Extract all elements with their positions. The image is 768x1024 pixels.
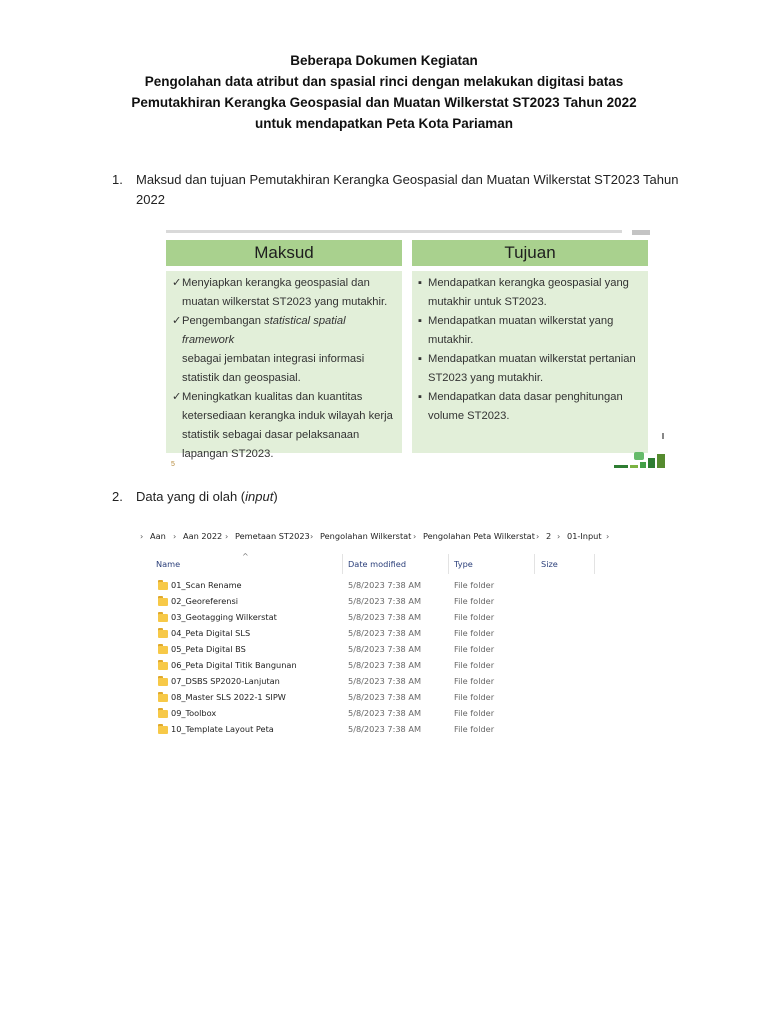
maksud-column: [166, 240, 402, 460]
file-type: File folder: [454, 580, 495, 590]
breadcrumb-item[interactable]: Pemetaan ST2023: [235, 531, 310, 541]
breadcrumb-separator: ›: [413, 531, 417, 541]
breadcrumb-separator: ›: [140, 531, 144, 541]
item-text: Mendapatkan muatan wilkerstat yang: [428, 315, 614, 327]
file-date: 5/8/2023 7:38 AM: [348, 692, 422, 702]
column-name[interactable]: Name: [156, 559, 181, 569]
title-line-2: Pengolahan data atribut dan spasial rinci dengan melakukan digitasi batas: [144, 74, 624, 89]
file-type: File folder: [454, 724, 495, 734]
file-name: 02_Georeferensi: [171, 596, 238, 606]
item-text: mutakhir.: [428, 334, 474, 346]
file-date: 5/8/2023 7:38 AM: [348, 580, 422, 590]
bullet-icon: ▪: [418, 391, 422, 403]
maksud-body: [166, 271, 402, 460]
folder-icon: [158, 660, 168, 670]
list-item-1: [112, 170, 679, 210]
item-text: Mendapatkan data dasar penghitungan: [428, 391, 623, 403]
file-date: 5/8/2023 7:38 AM: [348, 724, 422, 734]
item-text: Mendapatkan muatan wilkerstat pertanian: [428, 353, 636, 365]
file-type: File folder: [454, 596, 495, 606]
list-item: [418, 388, 642, 426]
file-type: File folder: [454, 708, 495, 718]
item-text: mutakhir untuk ST2023.: [428, 296, 547, 308]
item-text: volume ST2023.: [428, 410, 510, 422]
breadcrumb-separator: ›: [225, 531, 229, 541]
folder-icon: [158, 676, 168, 686]
check-icon: ✓: [172, 391, 182, 403]
file-date: 5/8/2023 7:38 AM: [348, 628, 422, 638]
table-row[interactable]: [154, 642, 634, 658]
list-item: [418, 274, 642, 312]
tujuan-body: [412, 271, 648, 453]
file-name: 09_Toolbox: [171, 708, 217, 718]
list-item: [172, 312, 396, 388]
title-line-3: Pemutakhiran Kerangka Geospasial dan Muatan Wilkerstat ST2023 Tahun 2022: [131, 95, 637, 110]
file-name: 06_Peta Digital Titik Bangunan: [171, 660, 297, 670]
table-row[interactable]: [154, 722, 634, 738]
breadcrumb-separator: ›: [606, 531, 610, 541]
slide-number: 5: [171, 461, 175, 468]
bullet-icon: ▪: [418, 353, 422, 365]
sort-caret-icon: ^: [242, 552, 249, 561]
folder-icon: [158, 580, 168, 590]
breadcrumb-separator: ›: [310, 531, 314, 541]
folder-icon: [158, 612, 168, 622]
file-date: 5/8/2023 7:38 AM: [348, 644, 422, 654]
column-header: [154, 552, 634, 578]
folder-icon: [158, 708, 168, 718]
bullet-icon: ▪: [418, 315, 422, 327]
file-date: 5/8/2023 7:38 AM: [348, 676, 422, 686]
table-row[interactable]: [154, 578, 634, 594]
file-name: 04_Peta Digital SLS: [171, 628, 251, 638]
breadcrumb-item[interactable]: Aan 2022: [183, 531, 223, 541]
breadcrumb: [138, 528, 638, 544]
file-name: 10_Template Layout Peta: [171, 724, 274, 734]
list-text-line-1: Maksud dan tujuan Pemutakhiran Kerangka Geospasial dan Muatan Wilkerstat ST2023 Tahun: [136, 172, 679, 187]
slide-edge-mark: [662, 433, 664, 439]
item-text: muatan wilkerstat ST2023 yang mutakhir.: [182, 296, 388, 308]
list-item: [418, 312, 642, 350]
table-row[interactable]: [154, 706, 634, 722]
breadcrumb-item[interactable]: 01-Input: [567, 531, 602, 541]
item-text: [182, 312, 396, 350]
item-text: ketersediaan kerangka induk wilayah kerja: [182, 410, 393, 422]
file-date: 5/8/2023 7:38 AM: [348, 612, 422, 622]
tujuan-column: [412, 240, 648, 453]
table-row[interactable]: [154, 610, 634, 626]
file-name: 03_Geotagging Wilkerstat: [171, 612, 277, 622]
slide-top-rule: [166, 230, 622, 233]
file-name: 05_Peta Digital BS: [171, 644, 246, 654]
title-line-4: untuk mendapatkan Peta Kota Pariaman: [254, 116, 514, 131]
column-divider[interactable]: [534, 554, 535, 574]
item-text-part: Pengembangan: [182, 315, 265, 327]
file-type: File folder: [454, 660, 495, 670]
column-date-modified[interactable]: Date modified: [348, 559, 407, 569]
tujuan-heading: Tujuan: [412, 240, 648, 266]
item-text: statistik sebagai dasar pelaksanaan: [182, 429, 360, 441]
column-type[interactable]: Type: [454, 559, 473, 569]
folder-icon: [158, 644, 168, 654]
list-text-part: Data yang di olah (: [136, 489, 246, 504]
folder-icon: [158, 596, 168, 606]
list-item: [418, 350, 642, 388]
file-date: 5/8/2023 7:38 AM: [348, 660, 422, 670]
breadcrumb-item[interactable]: Pengolahan Peta Wilkerstat: [423, 531, 535, 541]
maksud-tujuan-slide: [166, 230, 666, 470]
list-text: [136, 487, 278, 507]
column-size[interactable]: Size: [541, 559, 558, 569]
file-name: 08_Master SLS 2022-1 SIPW: [171, 692, 286, 702]
breadcrumb-separator: ›: [557, 531, 561, 541]
folder-icon: [158, 724, 168, 734]
item-text: sebagai jembatan integrasi informasi: [182, 353, 365, 365]
table-row[interactable]: [154, 690, 634, 706]
column-divider[interactable]: [594, 554, 595, 574]
breadcrumb-item[interactable]: Pengolahan Wilkerstat: [320, 531, 412, 541]
folder-icon: [158, 692, 168, 702]
list-number: 2.: [112, 489, 123, 504]
folder-icon: [158, 628, 168, 638]
item-text: statistik dan geospasial.: [182, 372, 301, 384]
file-date: 5/8/2023 7:38 AM: [348, 708, 422, 718]
breadcrumb-separator: ›: [536, 531, 540, 541]
file-type: File folder: [454, 676, 495, 686]
bullet-icon: ▪: [418, 277, 422, 289]
table-row[interactable]: [154, 658, 634, 674]
file-type: File folder: [454, 692, 495, 702]
breadcrumb-item[interactable]: Aan: [150, 531, 166, 541]
check-icon: ✓: [172, 315, 182, 327]
list-text-part: ): [273, 489, 278, 504]
file-explorer: [138, 528, 638, 738]
item-text: ST2023 yang mutakhir.: [428, 372, 544, 384]
list-text-line-2: 2022: [136, 192, 165, 207]
list-text-italic: input: [245, 489, 274, 504]
item-text: lapangan ST2023.: [182, 448, 274, 460]
list-item-2: [112, 487, 512, 507]
file-name: 07_DSBS SP2020-Lanjutan: [171, 676, 280, 686]
check-icon: ✓: [172, 277, 182, 289]
file-type: File folder: [454, 612, 495, 622]
document-title: [0, 50, 768, 134]
file-type: File folder: [454, 628, 495, 638]
item-text: Mendapatkan kerangka geospasial yang: [428, 277, 629, 289]
list-item: [172, 274, 396, 312]
st2023-logo-icon: [614, 448, 666, 470]
maksud-heading: Maksud: [166, 240, 402, 266]
column-divider[interactable]: [342, 554, 343, 574]
column-divider[interactable]: [448, 554, 449, 574]
list-item: [172, 388, 396, 464]
item-text: Meningkatkan kualitas dan kuantitas: [182, 391, 363, 403]
file-date: 5/8/2023 7:38 AM: [348, 596, 422, 606]
table-row[interactable]: [154, 626, 634, 642]
title-line-1: Beberapa Dokumen Kegiatan: [290, 53, 478, 68]
list-number: 1.: [112, 172, 123, 187]
file-type: File folder: [454, 644, 495, 654]
file-name: 01_Scan Rename: [171, 580, 242, 590]
breadcrumb-separator: ›: [173, 531, 177, 541]
item-text: Menyiapkan kerangka geospasial dan: [182, 277, 370, 289]
table-row[interactable]: [154, 674, 634, 690]
slide-top-rule-end: [632, 230, 650, 235]
breadcrumb-item[interactable]: 2: [546, 531, 552, 541]
table-row[interactable]: [154, 594, 634, 610]
item-text-italic: statistical spatial framework: [182, 315, 346, 346]
